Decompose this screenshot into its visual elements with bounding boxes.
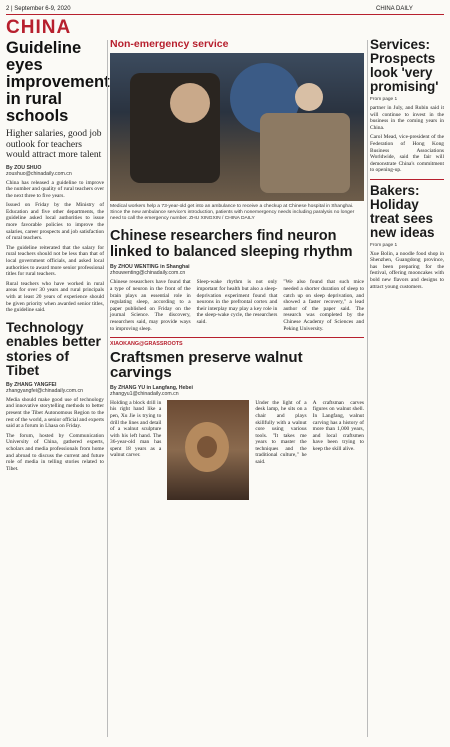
- bakers-p0: Xue Bolin, a noodle food shop in Shenzhen, Guangdong province, has been preparing for the festival, offering mooncakes with bold new flavors and designs to attract young customers.: [370, 250, 444, 290]
- sleep-col2: "We also found that such mice needed a shorter duration of sleep to catch up on sleep deprivation, and showed a faster recovery," a lead author of the paper said. The research was completed by the Chinese Academy of Sciences and Peking University.: [283, 279, 365, 332]
- lead-p1: Issued on Friday by the Ministry of Education and five other departments, the guideline asked local authorities to issue more favorable policies to improve the salaries, career prospects and job satisfaction of rural teachers.: [6, 202, 104, 242]
- craft-col1: Under the light of a desk lamp, he sits on a chair and plays skillfully with a walnut core using various tools. "It takes me years to master the techniques and the traditional culture," he said.: [255, 399, 307, 466]
- sleep-byline: [110, 264, 364, 276]
- lead-byline-name: By ZOU SHUO: [6, 164, 42, 171]
- craft-col2: A craftsman carves figures on walnut shell. In Langfang, walnut carving has a history of more than 1,000 years, and local craftsmen have been trying to keep the skill alive.: [312, 399, 364, 452]
- column-divider: [107, 40, 108, 737]
- page-info: 2 | September 6-9, 2020: [6, 6, 71, 12]
- second-byline-email: zhangyangfei@chinadaily.com.cn: [6, 387, 83, 394]
- walnut-photo: [167, 400, 249, 500]
- section-rule: [110, 337, 364, 338]
- middle-section: [110, 38, 364, 500]
- services-p1: Carol Mead, vice-president of the Federation of Hong Kong Business Associations Worldwide, said the fair will demonstrate China's commitment to opening-up.: [370, 134, 444, 174]
- craft-byline: [110, 385, 364, 397]
- second-byline: [6, 382, 104, 394]
- second-byline-name: By ZHANG YANGFEI: [6, 381, 57, 388]
- lead-subhead: Higher salaries, good job outlook for teachers would attract more talent: [6, 129, 102, 160]
- sleep-byline-name: By ZHOU WENTING in Shanghai: [110, 264, 190, 271]
- sleep-col0: Chinese researchers have found that a type of neuron in the front of the brain plays an essential role in regulating sleep, according to a paper published on Friday on the journal Science. The discovery, researchers said, may provide ways to improving sleep.: [110, 279, 191, 332]
- section-rule: [370, 179, 444, 180]
- sleep-col1: Sleep-wake rhythm is not only important for health but also a sleep-deprivation experiment found that neurons in the prefrontal cortex and their interplay may play a key role in the sleep-wake cycle, the researchers said.: [196, 279, 278, 325]
- sleep-columns: [110, 279, 364, 332]
- lead-byline: [6, 165, 104, 177]
- lead-p3: Rural teachers who have worked in rural areas for over 30 years and rural principals with at least 20 years of experience should be given priority when awarded senior titles, the guideline said.: [6, 280, 104, 314]
- ambulance-photo: [110, 53, 364, 201]
- section-rule: [6, 14, 444, 36]
- second-p1: The forum, hosted by Communication University of China, gathered experts, scholars and media professionals from home and abroad to discuss the current and future role of media in telling stories related to Tibet.: [6, 432, 104, 472]
- craft-byline-email: zhangyu1@chinadaily.com.cn: [110, 390, 179, 397]
- bakers-headline[interactable]: Bakers: Holiday treat sees new ideas: [370, 182, 435, 240]
- second-p0: Media should make good use of technology and innovative storytelling methods to better present the Tibet Autonomous Region to the rest of the world, a senior official and experts said at a forum in Lhasa on Friday.: [6, 396, 104, 430]
- services-from: From page 1: [370, 97, 398, 102]
- craft-byline-name: By ZHANG YU in Langfang, Hebei: [110, 384, 193, 391]
- photo-caption: Medical workers help a 73-year-old get into an ambulance to receive a checkup at Chinese hospital in Shanghai. Since the new ambulance service's introduction, patients with nonemergency needs including paralysis no longer need to call the emergency number. ZHU XINGXIN / CHINA DAILY: [110, 204, 355, 221]
- column-divider: [367, 40, 368, 737]
- lead-p2: The guideline reiterated that the salary for rural teachers should not be less than that of local government officials, and asked local authorities to award more senior professional titles for rural teachers.: [6, 244, 104, 278]
- nonemergency-label: Non-emergency service: [110, 38, 229, 50]
- lead-p0: China has released a guideline to improve the number and quality of rural teachers over the next three to five years.: [6, 179, 104, 199]
- services-headline[interactable]: Services: Prospects look 'very promising': [370, 37, 439, 94]
- craft-col0: Holding a block drill in his right hand like a pen, Xu Jie is trying to drill the lines and detail of a walnut sculpture with his left hand. The 36-year-old man has spent 18 years as a walnut carver.: [110, 399, 162, 459]
- right-column: [370, 38, 444, 290]
- craft-headline[interactable]: Craftsmen preserve walnut carvings: [110, 348, 303, 382]
- craft-kicker: XIAOKANG@GRASSROOTS: [110, 340, 183, 347]
- lead-byline-email: zoushuo@chinadaily.com.cn: [6, 170, 72, 177]
- sleep-headline[interactable]: Chinese researchers find neuron linked to balanced sleeping rhythm: [110, 228, 353, 260]
- section-title: CHINA: [6, 17, 72, 38]
- lead-headline[interactable]: Guideline eyes improvement in rural schools: [6, 39, 110, 125]
- paper-name: CHINA DAILY: [376, 6, 413, 12]
- lead-column: [6, 39, 110, 472]
- bakers-from: From page 1: [370, 242, 398, 248]
- craft-columns: [110, 400, 364, 500]
- services-p0: partner in July, and Rubin said it will continue to invest in the business in the coming years in China.: [370, 105, 444, 131]
- sleep-byline-email: zhouwenting@chinadaily.com.cn: [110, 270, 186, 277]
- second-headline[interactable]: Technology enables better stories of Tibet: [6, 318, 101, 379]
